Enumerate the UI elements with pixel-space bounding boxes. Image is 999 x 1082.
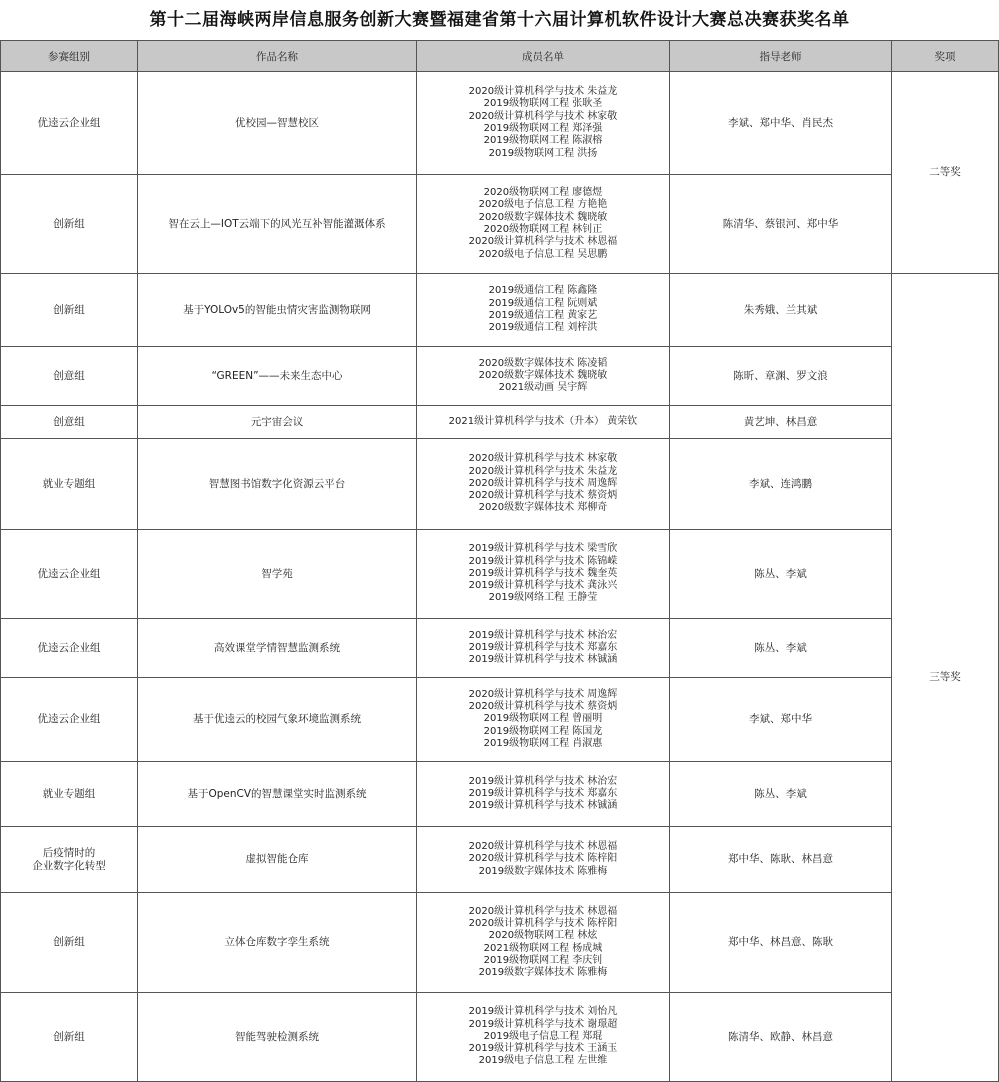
table-body (1, 72, 999, 1082)
member-entry: 2020级计算机科学与技术 蔡资炳 (468, 490, 618, 502)
table-row (1, 406, 999, 439)
cell-work: “GREEN”——未来生态中心 (138, 347, 417, 406)
table-row (1, 762, 999, 827)
member-entry: 2019级物联网工程 陈淑榕 (483, 135, 603, 147)
member-entry: 2019级通信工程 陈鑫隆 (488, 285, 598, 297)
member-entry: 2020级计算机科学与技术 陈梓阳 (468, 853, 618, 865)
cell-group: 创意组 (1, 406, 138, 439)
table-row (1, 678, 999, 762)
member-entry: 2019级电子信息工程 左世维 (478, 1055, 608, 1067)
cell-members (417, 993, 670, 1082)
member-entry: 2020级计算机科学与技术 周逸辉 (468, 688, 618, 700)
member-entry: 2020级计算机科学与技术 林家敬 (468, 453, 618, 465)
cell-teacher: 郑中华、林昌意、陈耿 (670, 893, 892, 993)
cell-work: 智慧图书馆数字化资源云平台 (138, 439, 417, 530)
member-entry: 2019级计算机科学与技术 梁雪欣 (468, 543, 618, 555)
cell-work: 智能驾驶检测系统 (138, 993, 417, 1082)
cell-work: 元宇宙会议 (138, 406, 417, 439)
member-entry: 2019级计算机科学与技术 陈锦嵘 (468, 555, 618, 567)
cell-group: 优逵云企业组 (1, 619, 138, 678)
member-entry: 2020级物联网工程 林钊正 (483, 224, 603, 235)
page-title: 第十二届海峡两岸信息服务创新大赛暨福建省第十六届计算机软件设计大赛总决赛获奖名单 (149, 10, 850, 30)
member-entry: 2019级计算机科学与技术 龚泳兴 (468, 580, 618, 592)
member-entry: 2020级物联网工程 廖德煜 (483, 187, 603, 199)
cell-members (417, 72, 670, 175)
member-entry: 2020级计算机科学与技术 朱益龙 (468, 86, 618, 98)
member-entry: 2020级数字媒体技术 魏晓敏 (478, 211, 608, 223)
cell-work: 基于优逵云的校园气象环境监测系统 (138, 678, 417, 762)
header-award: 奖项 (892, 41, 999, 72)
cell-teacher: 李斌、连鸿鹏 (670, 439, 892, 530)
cell-members (417, 274, 670, 347)
member-entry: 2020级数字媒体技术 陈凌韬 (478, 357, 608, 369)
member-entry: 2020级数字媒体技术 魏晓敏 (478, 369, 608, 381)
group-line: 企业数字化转型 (32, 859, 106, 872)
cell-work: 基于YOLOv5的智能虫情灾害监测物联网 (138, 274, 417, 347)
member-entry: 2020级计算机科学与技术 蔡资炳 (468, 701, 618, 713)
cell-members (417, 175, 670, 274)
member-entry: 2019级电子信息工程 郑琨 (483, 1030, 603, 1042)
member-entry: 2020级数字媒体技术 郑柳奇 (478, 502, 608, 514)
member-entry: 2019级通信工程 刘梓洪 (488, 322, 598, 334)
cell-members (417, 827, 670, 893)
cell-members (417, 406, 670, 439)
member-entry: 2019级计算机科学与技术 谢璟超 (468, 1018, 618, 1030)
table-row (1, 827, 999, 893)
member-entry: 2020级计算机科学与技术 林家敬 (468, 110, 618, 122)
cell-members (417, 530, 670, 619)
member-entry: 2019级计算机科学与技术 林铖涵 (468, 800, 618, 812)
header-group: 参赛组别 (1, 41, 138, 72)
member-entry: 2019级数字媒体技术 陈雅梅 (478, 967, 608, 979)
member-entry: 2020级电子信息工程 吴思鹏 (478, 248, 608, 260)
cell-group: 创新组 (1, 893, 138, 993)
header-members: 成员名单 (417, 41, 670, 72)
cell-work: 智在云上—IOT云端下的风光互补智能灌溉体系 (138, 175, 417, 274)
cell-members (417, 678, 670, 762)
member-entry: 2019级计算机科学与技术 郑嘉东 (468, 641, 618, 653)
cell-group (1, 827, 138, 893)
member-entry: 2019级计算机科学与技术 林治宏 (468, 775, 618, 787)
member-entry: 2019级物联网工程 张耿圣 (483, 98, 603, 110)
cell-teacher: 陈清华、蔡银河、郑中华 (670, 175, 892, 274)
member-entry: 2019级计算机科学与技术 王涵玉 (468, 1043, 618, 1055)
table-row (1, 274, 999, 347)
member-entry: 2020级计算机科学与技术 陈梓阳 (468, 917, 618, 929)
cell-work: 优校园—智慧校区 (138, 72, 417, 175)
cell-group: 优逵云企业组 (1, 530, 138, 619)
member-entry: 2019级计算机科学与技术 郑嘉东 (468, 787, 618, 799)
cell-work: 智学苑 (138, 530, 417, 619)
cell-work: 基于OpenCV的智慧课堂实时监测系统 (138, 762, 417, 827)
cell-group: 创新组 (1, 274, 138, 347)
member-entry: 2019级网络工程 王静莹 (488, 592, 598, 604)
member-entry: 2019级通信工程 阮则斌 (488, 297, 598, 309)
cell-teacher: 陈丛、李斌 (670, 619, 892, 678)
table-row (1, 439, 999, 530)
member-entry: 2019级计算机科学与技术 林铖涵 (468, 654, 618, 666)
member-entry: 2019级计算机科学与技术 魏奎英 (468, 567, 618, 579)
cell-group: 优逵云企业组 (1, 678, 138, 762)
member-entry: 2020级电子信息工程 方艳艳 (478, 199, 608, 211)
member-entry: 2019级物联网工程 李庆钊 (483, 954, 603, 966)
member-entry: 2019级计算机科学与技术 刘怡凡 (468, 1006, 618, 1018)
cell-work: 虚拟智能仓库 (138, 827, 417, 893)
member-entry: 2019级物联网工程 郑泽强 (483, 123, 603, 134)
header-work: 作品名称 (138, 41, 417, 72)
member-entry: 2020级计算机科学与技术 朱益龙 (468, 465, 618, 477)
member-entry: 2020级计算机科学与技术 林恩福 (468, 905, 618, 917)
member-entry: 2021级物联网工程 杨成城 (483, 942, 603, 954)
cell-members (417, 762, 670, 827)
cell-group: 就业专题组 (1, 439, 138, 530)
group-line: 后疫情时的 (42, 846, 96, 859)
award-second: 二等奖 (892, 72, 999, 274)
table-row (1, 619, 999, 678)
member-entry: 2019级物联网工程 洪扬 (488, 147, 598, 159)
cell-teacher: 陈清华、欧静、林昌意 (670, 993, 892, 1082)
member-entry: 2019级通信工程 黄家艺 (488, 310, 598, 321)
member-entry: 2019级计算机科学与技术 林治宏 (468, 629, 618, 641)
awards-table (0, 40, 999, 1082)
table-row (1, 893, 999, 993)
member-entry: 2019级物联网工程 肖淑惠 (483, 737, 603, 749)
member-entry: 2019级数字媒体技术 陈雅梅 (478, 865, 608, 877)
table-row (1, 347, 999, 406)
member-entry: 2019级物联网工程 曾丽明 (483, 713, 603, 725)
table-row (1, 72, 999, 175)
cell-teacher: 黄艺坤、林昌意 (670, 406, 892, 439)
cell-work: 高效课堂学情智慧监测系统 (138, 619, 417, 678)
cell-group: 创新组 (1, 175, 138, 274)
cell-members (417, 619, 670, 678)
cell-group: 创新组 (1, 993, 138, 1082)
cell-teacher: 朱秀娥、兰其斌 (670, 274, 892, 347)
cell-members (417, 439, 670, 530)
member-entry: 2020级计算机科学与技术 周逸辉 (468, 477, 618, 489)
cell-teacher: 陈昕、章渊、罗文浪 (670, 347, 892, 406)
cell-members (417, 893, 670, 993)
cell-group: 优逵云企业组 (1, 72, 138, 175)
member-entry: 2021级计算机科学与技术（升本） 黄荣钦 (448, 415, 638, 427)
member-entry: 2020级计算机科学与技术 林恩福 (468, 841, 618, 853)
cell-teacher: 李斌、郑中华、肖民杰 (670, 72, 892, 175)
member-entry: 2020级物联网工程 林炫 (488, 930, 598, 942)
cell-teacher: 李斌、郑中华 (670, 678, 892, 762)
cell-teacher: 陈丛、李斌 (670, 530, 892, 619)
cell-work: 立体仓库数字孪生系统 (138, 893, 417, 993)
award-third: 三等奖 (892, 274, 999, 1082)
cell-members (417, 347, 670, 406)
table-row (1, 530, 999, 619)
cell-teacher: 郑中华、陈耿、林昌意 (670, 827, 892, 893)
member-entry: 2020级计算机科学与技术 林恩福 (468, 236, 618, 248)
table-header-row (1, 41, 999, 72)
table-row (1, 993, 999, 1082)
cell-teacher: 陈丛、李斌 (670, 762, 892, 827)
cell-group: 就业专题组 (1, 762, 138, 827)
header-teacher: 指导老师 (670, 41, 892, 72)
cell-group: 创意组 (1, 347, 138, 406)
member-entry: 2021级动画 吴宇辉 (498, 382, 588, 394)
table-row (1, 175, 999, 274)
member-entry: 2019级物联网工程 陈国龙 (483, 725, 603, 737)
